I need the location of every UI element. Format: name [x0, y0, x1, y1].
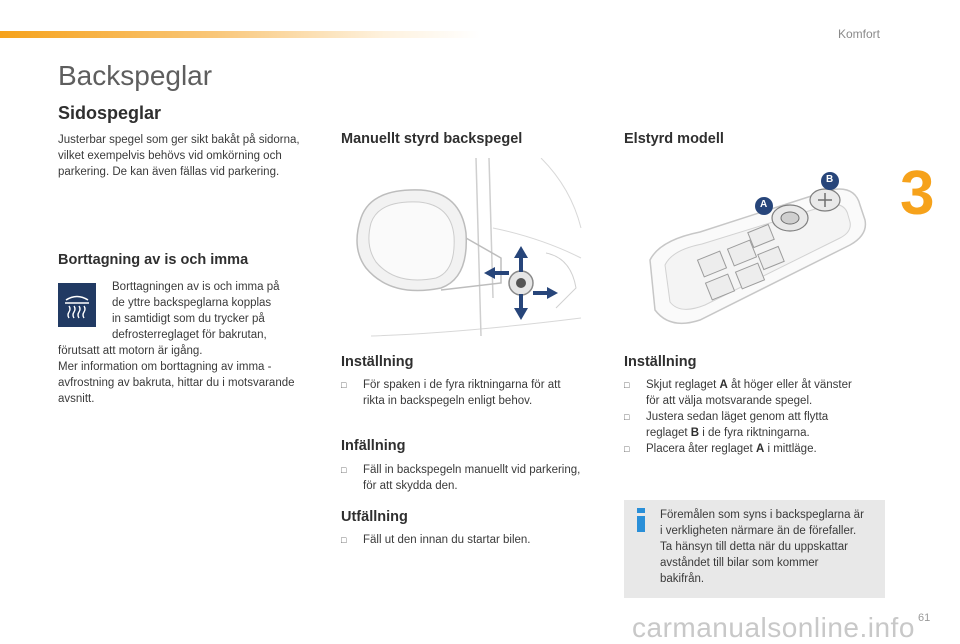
bullet-line: Justera sedan läget genom att flytta — [646, 411, 829, 423]
chapter-number: 3 — [900, 159, 933, 228]
side-mirrors-intro — [58, 132, 300, 180]
manual-fold-heading: Infällning — [341, 438, 406, 454]
manual-mirror-illustration — [341, 158, 601, 338]
defrost-text-indented — [112, 279, 279, 343]
bullet-line: Skjut reglaget A åt höger eller åt vänster — [646, 379, 852, 391]
bullet-icon: □ — [624, 380, 630, 390]
page-title: Backspeglar — [58, 60, 213, 91]
bullet-line: Fäll in backspegeln manuellt vid parkering, — [363, 464, 581, 476]
bullet-icon: □ — [341, 465, 347, 475]
info-line: bakifrån. — [660, 573, 705, 585]
label-b: B — [826, 174, 834, 185]
bullet-line: reglaget B i de fyra riktningarna. — [646, 427, 810, 439]
defrost-line: Mer information om borttagning av imma - — [58, 361, 272, 373]
defrost-line: defrosterreglaget för bakrutan, — [112, 329, 267, 341]
manual-adjust-heading: Inställning — [341, 354, 414, 370]
bullet-icon: □ — [341, 380, 347, 390]
section-name: Komfort — [838, 27, 881, 41]
manual-mirror-heading: Manuellt styrd backspegel — [341, 131, 523, 147]
info-line: avståndet till bilar som kommer — [660, 557, 819, 569]
electric-mirror-heading: Elstyrd modell — [624, 131, 724, 147]
electric-control-illustration — [640, 160, 880, 335]
bullet-line: För spaken i de fyra riktningarna för att — [363, 379, 561, 391]
intro-line: vilket exempelvis behövs vid omkörning och — [58, 150, 282, 162]
bullet-icon: □ — [341, 535, 347, 545]
defrost-line: Borttagningen av is och imma på — [112, 281, 280, 293]
defrost-heading: Borttagning av is och imma — [58, 252, 249, 268]
side-mirrors-heading: Sidospeglar — [58, 103, 162, 123]
bullet-line: för att välja motsvarande spegel. — [646, 395, 813, 407]
bullet-line: rikta in backspegeln enligt behov. — [363, 395, 533, 407]
defrost-line: avsnitt. — [58, 393, 95, 405]
bullet-line: Placera åter reglaget A i mittläge. — [646, 443, 817, 455]
watermark: carmanualsonline.info — [632, 612, 915, 643]
info-line: Ta hänsyn till detta när du uppskattar — [660, 541, 848, 553]
info-icon — [635, 508, 647, 532]
defrost-line: de yttre backspeglarna kopplas — [112, 297, 272, 309]
defrost-text-full — [58, 343, 295, 407]
bullet-line: Fäll ut den innan du startar bilen. — [363, 534, 531, 546]
manual-unfold-heading: Utfällning — [341, 509, 408, 525]
label-a: A — [760, 199, 768, 210]
header-accent-bar — [0, 31, 480, 38]
info-line: Föremålen som syns i backspeglarna är — [660, 509, 864, 521]
bullet-icon: □ — [624, 444, 630, 454]
bullet-line: för att skydda den. — [363, 480, 458, 492]
defrost-line: in samtidigt som du trycker på — [112, 313, 265, 325]
info-line: i verkligheten närmare än de förefaller. — [660, 525, 857, 537]
defrost-line: avfrostning av bakruta, hittar du i motsvarande — [58, 377, 295, 389]
electric-adjust-heading: Inställning — [624, 354, 697, 370]
rear-defrost-icon — [58, 283, 96, 327]
intro-line: parkering. De kan även fällas vid parkering. — [58, 166, 280, 178]
defrost-line: förutsatt att motorn är igång. — [58, 345, 203, 357]
info-text — [660, 507, 864, 587]
page-number: 61 — [918, 612, 931, 624]
intro-line: Justerbar spegel som ger sikt bakåt på sidorna, — [58, 134, 300, 146]
bullet-icon: □ — [624, 412, 630, 422]
